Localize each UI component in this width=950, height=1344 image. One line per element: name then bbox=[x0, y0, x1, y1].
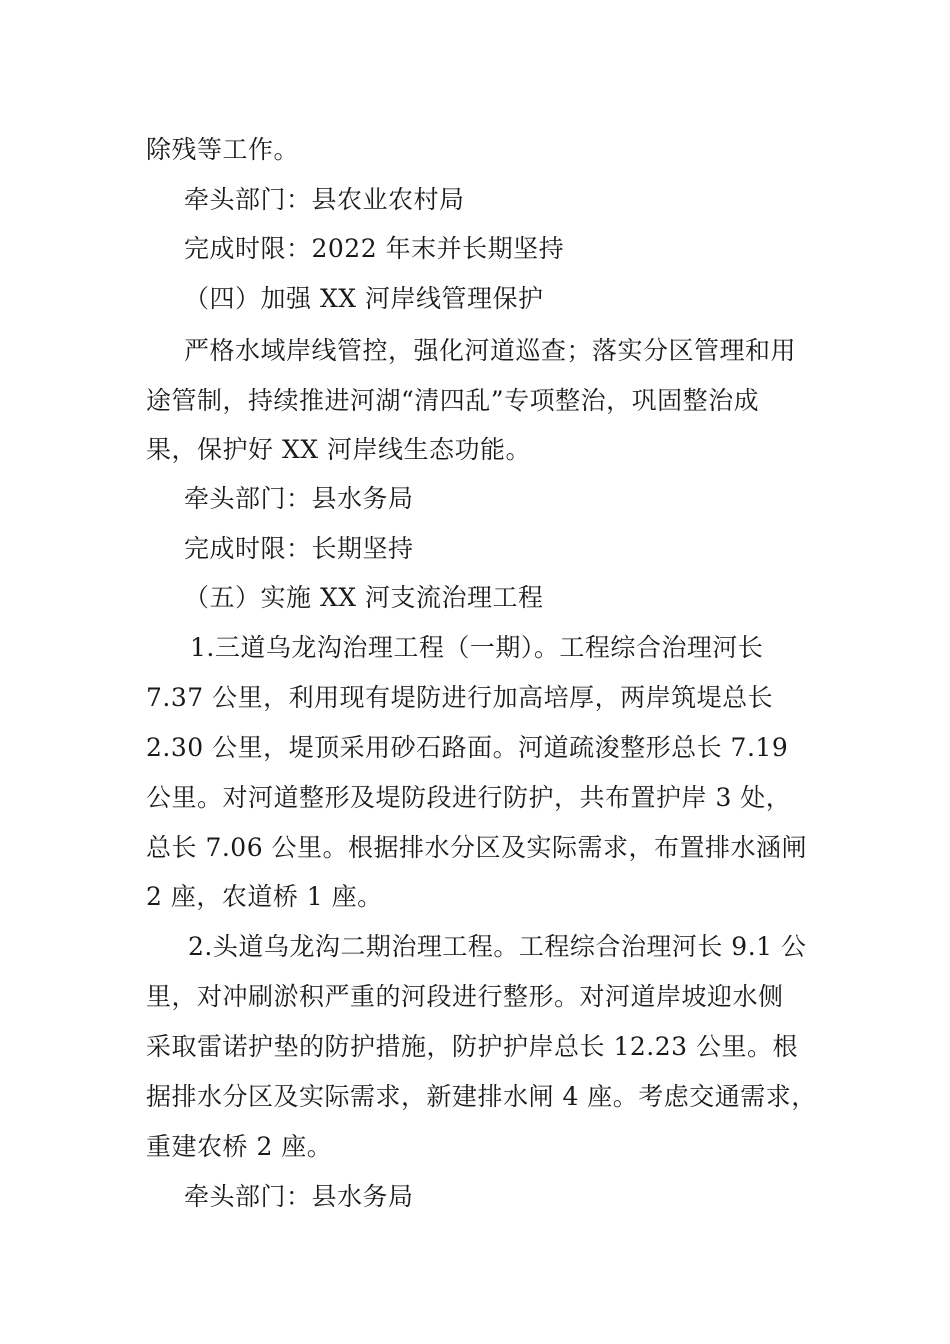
paragraph-line: 公里。对河道整形及堤防段进行防护，共布置护岸 3 处， bbox=[146, 783, 792, 812]
lead-department-line: 牵头部门：县水务局 bbox=[184, 1182, 414, 1211]
paragraph-line: 2.头道乌龙沟二期治理工程。工程综合治理河长 9.1 公 bbox=[188, 932, 807, 961]
paragraph-line: 途管制，持续推进河湖“清四乱”专项整治，巩固整治成 bbox=[146, 386, 760, 415]
paragraph-line: 重建农桥 2 座。 bbox=[146, 1132, 333, 1161]
paragraph-line: 据排水分区及实际需求，新建排水闸 4 座。考虑交通需求， bbox=[146, 1082, 817, 1111]
paragraph-line: 2.30 公里，堤顶采用砂石路面。河道疏浚整形总长 7.19 bbox=[146, 733, 789, 762]
paragraph-line: 严格水域岸线管控，强化河道巡查；落实分区管理和用 bbox=[184, 336, 797, 365]
deadline-line: 完成时限：2022 年末并长期坚持 bbox=[184, 234, 565, 263]
section-heading-4: （四）加强 XX 河岸线管理保护 bbox=[184, 284, 544, 313]
paragraph-line: 1.三道乌龙沟治理工程（一期）。工程综合治理河长 bbox=[190, 633, 764, 662]
paragraph-line: 总长 7.06 公里。根据排水分区及实际需求，布置排水涵闸 bbox=[146, 833, 808, 862]
paragraph-line: 7.37 公里，利用现有堤防进行加高培厚，两岸筑堤总长 bbox=[146, 683, 774, 712]
lead-department-line: 牵头部门：县水务局 bbox=[184, 484, 414, 513]
deadline-line: 完成时限：长期坚持 bbox=[184, 534, 414, 563]
paragraph-line: 里，对冲刷淤积严重的河段进行整形。对河道岸坡迎水侧 bbox=[146, 982, 784, 1011]
section-heading-5: （五）实施 XX 河支流治理工程 bbox=[184, 583, 544, 612]
paragraph-line: 果，保护好 XX 河岸线生态功能。 bbox=[146, 435, 531, 464]
lead-department-line: 牵头部门：县农业农村局 bbox=[184, 185, 465, 214]
paragraph-line: 2 座，农道桥 1 座。 bbox=[146, 882, 383, 911]
paragraph-line: 采取雷诺护垫的防护措施，防护护岸总长 12.23 公里。根 bbox=[146, 1032, 798, 1061]
paragraph-line: 除残等工作。 bbox=[146, 135, 300, 164]
